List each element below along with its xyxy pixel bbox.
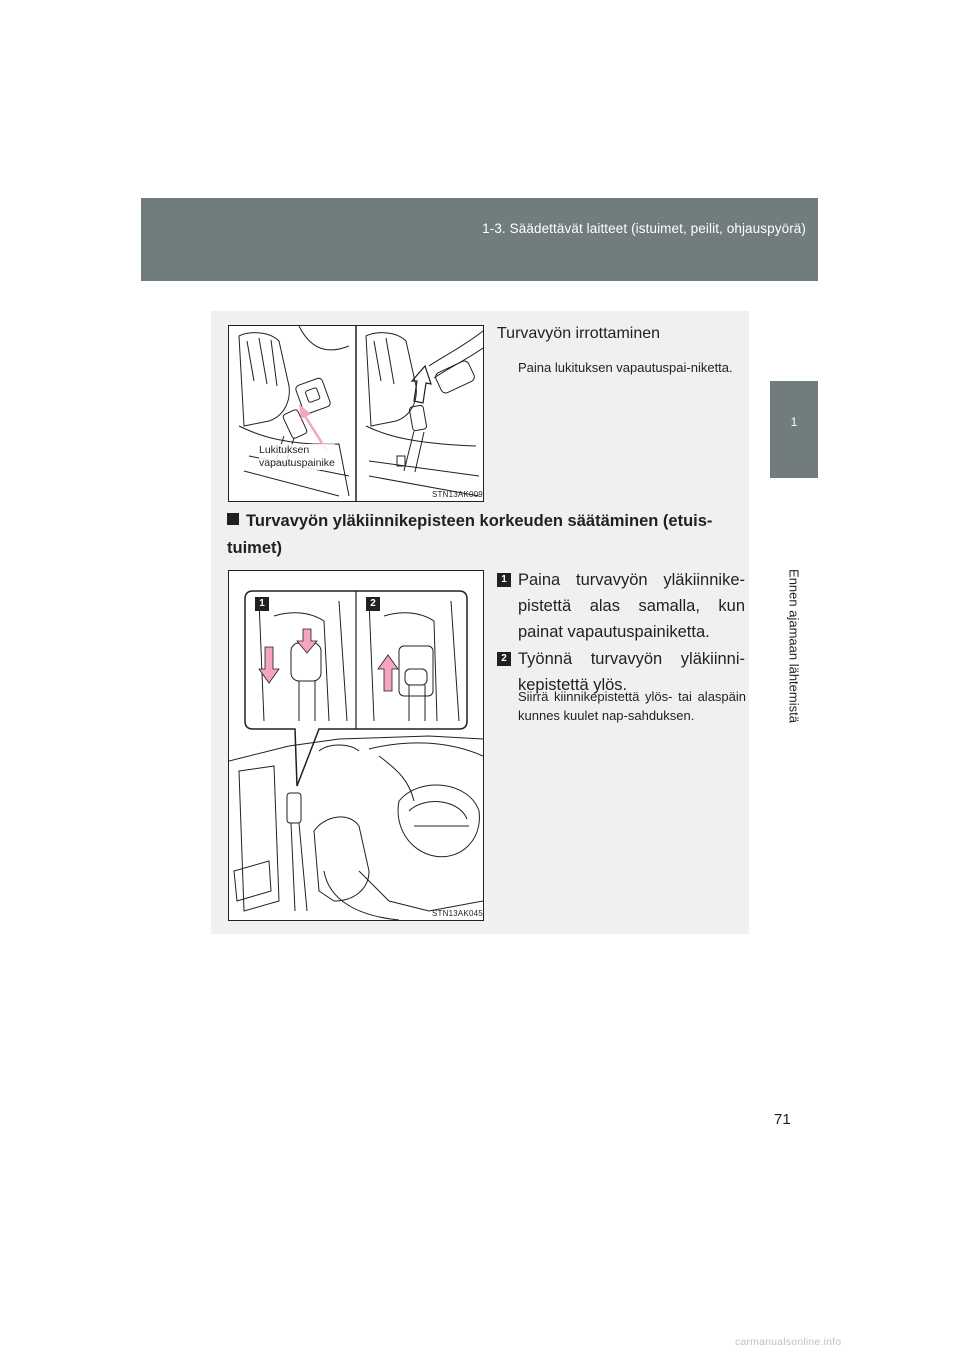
figure-anchor-adjust	[228, 570, 484, 921]
release-instruction: Paina lukituksen vapautuspai-niketta.	[518, 360, 733, 375]
figure-code: STN13AK045	[432, 909, 483, 918]
anchor-adjust-illustration	[229, 571, 483, 920]
step-badge: 1	[497, 573, 511, 587]
step-text: Paina turvavyön yläkiinnike-pistettä alas samalla, kun painat vapautuspainiketta.	[518, 571, 745, 641]
step-text: Työnnä turvavyön yläkiinni-kepistettä ylös.	[518, 650, 745, 694]
figure-badge-2: 2	[366, 597, 380, 611]
figure-badge-1: 1	[255, 597, 269, 611]
step-1	[497, 567, 745, 645]
chapter-title: Ennen ajamaan lähtemistä	[786, 569, 802, 723]
belt-release-illustration	[229, 326, 483, 501]
label-line-1: Lukituksen	[259, 444, 310, 456]
heading-text: Turvavyön yläkiinnikepisteen korkeuden säätäminen (etuis-tuimet)	[227, 512, 713, 557]
section-title: 1-3. Säädettävät laitteet (istuimet, peilit, ohjauspyörä)	[482, 221, 806, 236]
figure-code: STN13AK009	[432, 490, 483, 499]
page-number: 71	[774, 1111, 791, 1128]
step-badge: 2	[497, 652, 511, 666]
chapter-tab	[770, 381, 818, 478]
note-text: Siirrä kiinnikepistettä ylös- tai alaspäin kunnes kuulet nap-sahduksen.	[518, 689, 746, 723]
bullet-square	[227, 513, 239, 525]
page-header	[141, 198, 818, 281]
release-title: Turvavyön irrottaminen	[497, 325, 661, 342]
release-button-label	[259, 444, 335, 470]
watermark: carmanualsonline.info	[735, 1336, 842, 1348]
section-heading	[227, 508, 745, 562]
figure-belt-release	[228, 325, 484, 502]
chapter-number: 1	[790, 415, 798, 429]
label-line-2: vapautuspainike	[259, 457, 335, 469]
